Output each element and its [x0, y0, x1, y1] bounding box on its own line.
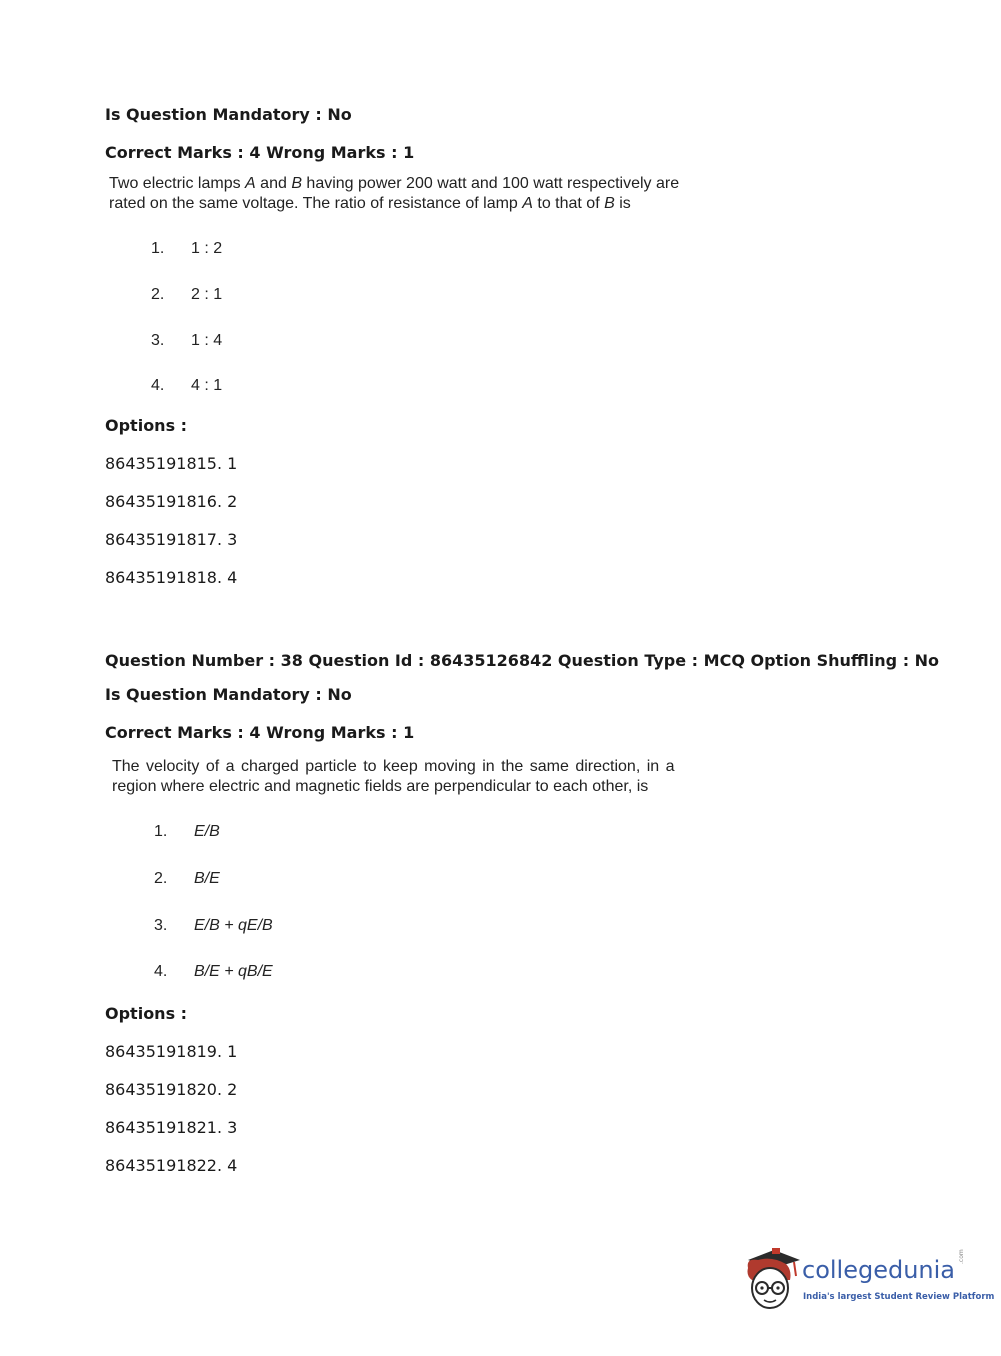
logo-name: collegedunia [802, 1256, 956, 1284]
q37-option-id: 86435191816. 2 [105, 492, 238, 511]
q38-option-id: 86435191821. 3 [105, 1118, 238, 1137]
q38-marks: Correct Marks : 4 Wrong Marks : 1 [105, 723, 415, 742]
q37-option-id: 86435191815. 1 [105, 454, 238, 473]
q38-mandatory: Is Question Mandatory : No [105, 685, 352, 704]
q38-option-id: 86435191822. 4 [105, 1156, 238, 1175]
collegedunia-logo [742, 1246, 995, 1316]
q37-question-line-1: Two electric lamps A and B having power 200 watt and 100 watt respectively are [109, 175, 680, 192]
q38-question-line-2: region where electric and magnetic fields are perpendicular to each other, is [112, 778, 649, 795]
q38-header: Question Number : 38 Question Id : 86435126842 Question Type : MCQ Option Shuffling : No [105, 651, 940, 670]
q38-option-id: 86435191819. 1 [105, 1042, 238, 1061]
student-mascot-icon [742, 1246, 800, 1316]
q38-question-text [112, 757, 675, 797]
logo-com: .com [958, 1249, 965, 1264]
q38-question-line-1: The velocity of a charged particle to keep moving in the same direction, in a [112, 758, 675, 775]
q37-question-text [109, 174, 679, 214]
q37-question-line-2: rated on the same voltage. The ratio of resistance of lamp A to that of B is [109, 195, 631, 212]
logo-tagline: India's largest Student Review Platform [803, 1292, 995, 1302]
q37-marks: Correct Marks : 4 Wrong Marks : 1 [105, 143, 415, 162]
q38-options-label: Options : [105, 1004, 188, 1023]
q37-options-label: Options : [105, 416, 188, 435]
q37-option-id: 86435191817. 3 [105, 530, 238, 549]
q37-mandatory: Is Question Mandatory : No [105, 105, 352, 124]
q38-option-id: 86435191820. 2 [105, 1080, 238, 1099]
q37-option-id: 86435191818. 4 [105, 568, 238, 587]
